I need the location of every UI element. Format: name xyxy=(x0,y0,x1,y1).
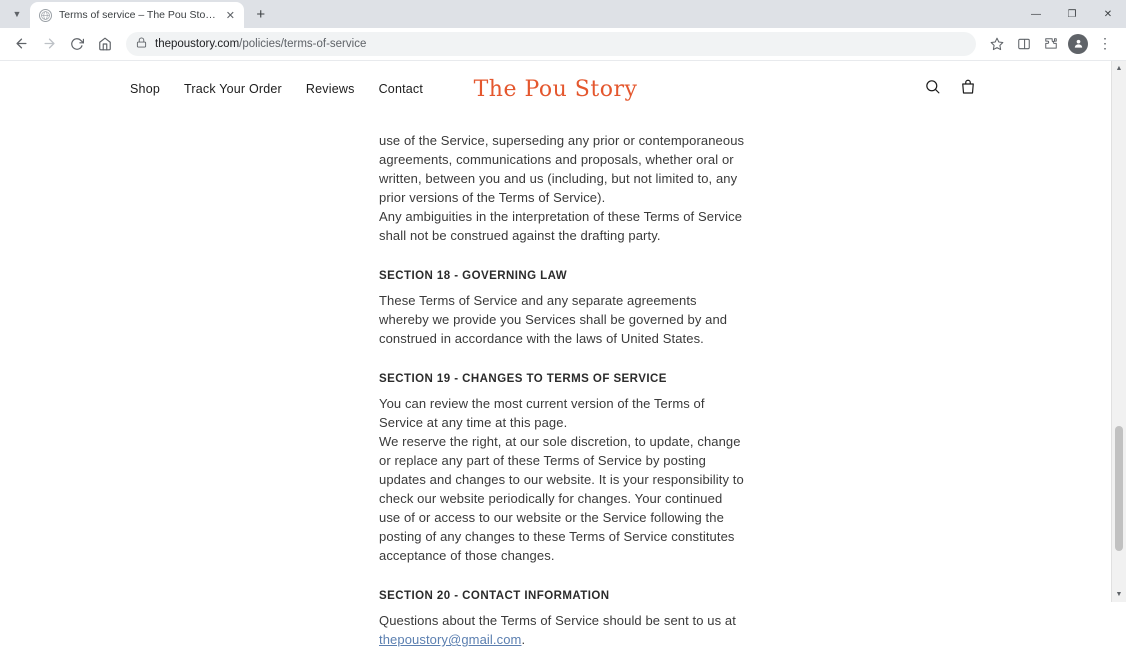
section-18-heading: SECTION 18 - GOVERNING LAW xyxy=(379,270,568,282)
address-bar-url xyxy=(155,38,366,50)
nav-item-track-your-order[interactable]: Track Your Order xyxy=(184,82,282,96)
section-20-heading: SECTION 20 - CONTACT INFORMATION xyxy=(379,590,610,602)
policy-content xyxy=(0,117,1000,649)
web-page xyxy=(0,61,1111,647)
url-path: /policies/terms-of-service xyxy=(239,37,367,50)
new-tab-button[interactable]: + xyxy=(256,5,266,23)
maximize-icon[interactable]: ❐ xyxy=(1067,8,1077,20)
page-scrollbar[interactable] xyxy=(1111,61,1126,602)
window-close-icon[interactable]: ✕ xyxy=(1103,8,1113,20)
browser-tab[interactable] xyxy=(30,2,244,28)
avatar xyxy=(1068,34,1088,54)
nav-item-shop[interactable]: Shop xyxy=(130,82,160,96)
section-18-paragraph: These Terms of Service and any separate agreements whereby we provide you Services shall be governed by and construed in accordance with the laws of United States. xyxy=(379,293,728,346)
search-icon[interactable] xyxy=(924,78,941,100)
profile-avatar[interactable] xyxy=(1065,31,1091,57)
extensions-puzzle-icon[interactable] xyxy=(1038,31,1064,57)
scrollbar-thumb[interactable] xyxy=(1115,426,1123,551)
site-header xyxy=(0,61,1111,117)
contact-email-link[interactable]: thepoustory@gmail.com xyxy=(379,632,522,647)
scroll-down-icon[interactable]: ▼ xyxy=(1115,591,1123,598)
globe-icon xyxy=(39,9,52,22)
close-icon[interactable]: ✕ xyxy=(225,9,235,22)
forward-icon[interactable] xyxy=(36,31,62,57)
reload-icon[interactable] xyxy=(64,31,90,57)
section-19-paragraph-2: We reserve the right, at our sole discretion, to update, change or replace any part of these Terms of Service by posting updates and changes to our website. It is your responsibility to check our website periodically for changes. Your continued use of or access to our website or the Service following the posting of any changes to these Terms of Service constitutes acceptance of those changes. xyxy=(379,434,744,563)
section-19-heading: SECTION 19 - CHANGES TO TERMS OF SERVICE xyxy=(379,373,667,385)
address-bar[interactable] xyxy=(126,32,976,56)
minimize-icon[interactable]: — xyxy=(1031,8,1041,20)
section-20-text: Questions about the Terms of Service should be sent to us at xyxy=(379,613,736,628)
cart-icon[interactable] xyxy=(959,78,977,101)
browser-toolbar xyxy=(0,28,1126,60)
home-icon[interactable] xyxy=(92,31,118,57)
url-domain: thepoustory.com xyxy=(155,37,240,50)
tab-search-icon[interactable]: ▼ xyxy=(12,9,22,19)
paragraph-ambiguities: Any ambiguities in the interpretation of these Terms of Service shall not be construed against the drafting party. xyxy=(379,209,743,243)
header-actions xyxy=(924,78,1087,101)
nav-item-reviews[interactable]: Reviews xyxy=(305,82,355,96)
window-controls xyxy=(1018,0,1126,28)
back-icon[interactable] xyxy=(8,31,34,57)
section-20-paragraph xyxy=(379,611,747,649)
site-logo[interactable]: The Pou Story xyxy=(473,76,638,102)
bookmark-star-icon[interactable] xyxy=(984,31,1010,57)
paragraph-continuation: use of the Service, superseding any prior or contemporaneous agreements, communications and proposals, whether oral or written, between you and us (including, but not limited to, any prior versions of the Terms of Service). xyxy=(379,133,745,205)
site-nav xyxy=(0,82,423,96)
lock-icon xyxy=(136,35,147,53)
nav-item-contact[interactable]: Contact xyxy=(378,82,424,96)
browser-menu-icon[interactable]: ⋮ xyxy=(1098,35,1112,51)
split-screen-icon[interactable] xyxy=(1011,31,1037,57)
section-20-period: . xyxy=(521,632,526,647)
scroll-up-icon[interactable]: ▲ xyxy=(1115,65,1123,72)
tab-strip xyxy=(0,0,1126,28)
tab-title: Terms of service – The Pou Sto… xyxy=(59,9,216,21)
section-19-paragraph-1: You can review the most current version of the Terms of Service at any time at this page. xyxy=(379,396,705,430)
page-viewport xyxy=(0,60,1126,647)
toolbar-actions xyxy=(984,31,1118,57)
